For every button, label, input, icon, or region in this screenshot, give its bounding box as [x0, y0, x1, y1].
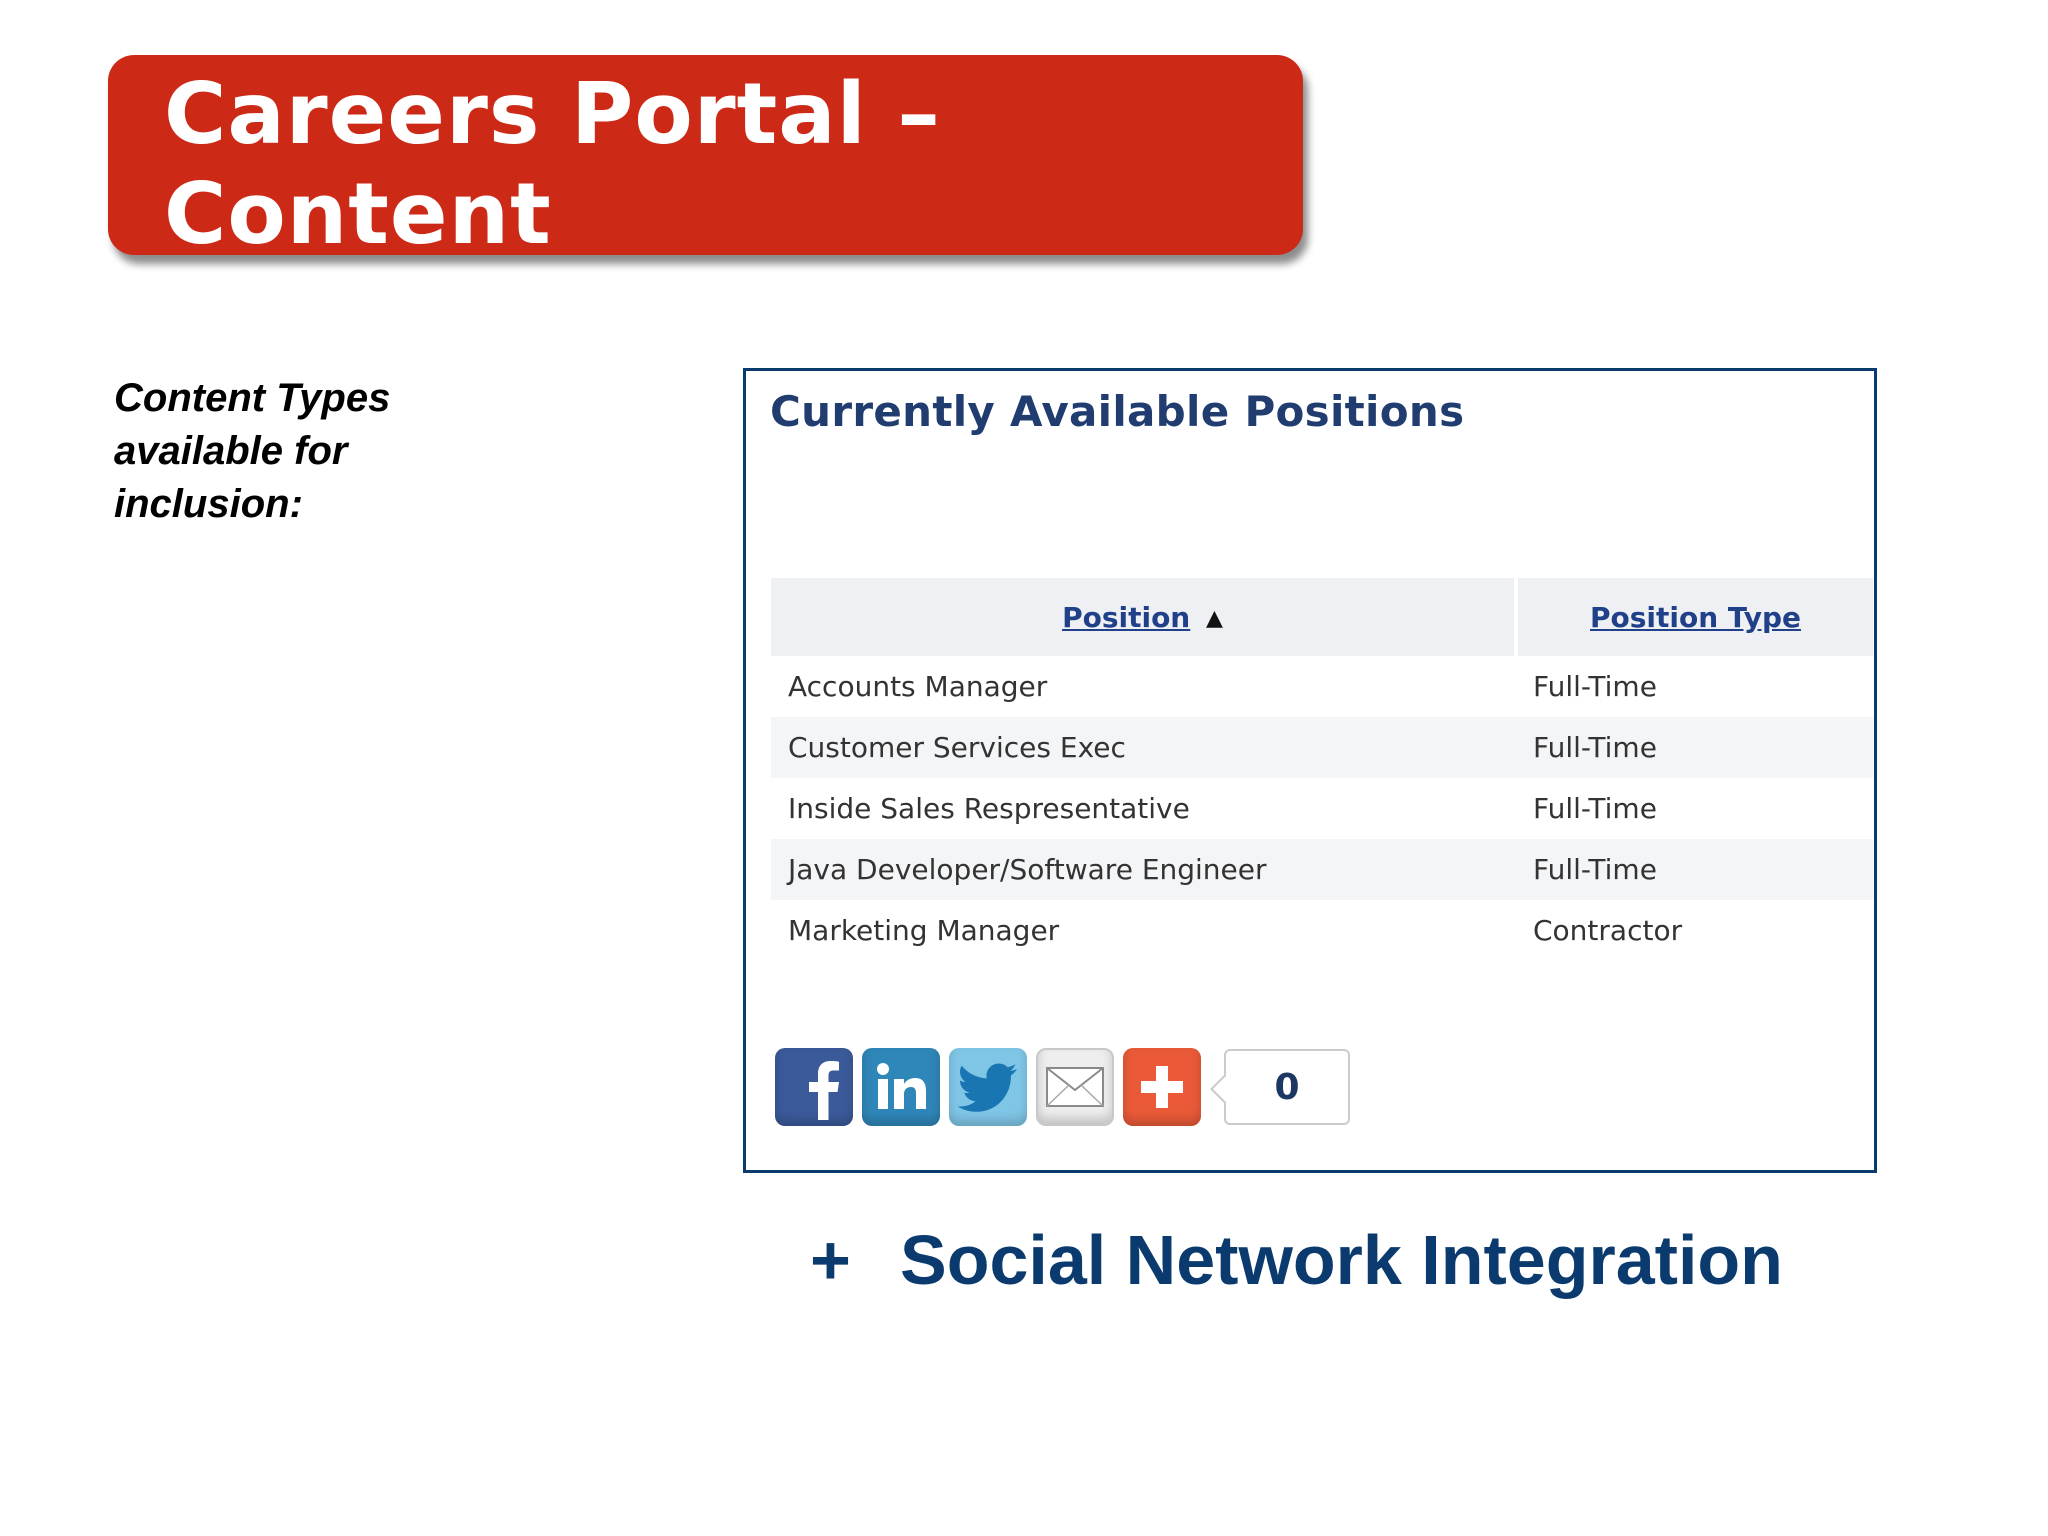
title-banner: [108, 55, 1303, 364]
position-type-cell: Full-Time: [1516, 717, 1873, 778]
table-row[interactable]: [771, 656, 1873, 717]
social-network-caption: [810, 1220, 1783, 1300]
position-cell: Inside Sales Respresentative: [788, 792, 1190, 825]
share-linkedin-button[interactable]: [862, 1048, 940, 1126]
position-type-cell: Full-Time: [1533, 670, 1657, 703]
position-type-cell: Full-Time: [1533, 792, 1657, 825]
twitter-icon: [957, 1062, 1019, 1112]
slide-title: Careers Portal – Content Areas: [164, 65, 941, 364]
share-more-button[interactable]: [1123, 1048, 1201, 1126]
sort-ascending-icon: ▲: [1206, 605, 1223, 631]
share-email-button[interactable]: [1036, 1048, 1114, 1126]
table-header-row: [771, 578, 1873, 656]
sort-by-position-link[interactable]: Position: [1062, 600, 1191, 634]
positions-table: [771, 578, 1873, 961]
table-row[interactable]: [771, 839, 1873, 900]
position-cell: Java Developer/Software Engineer: [771, 839, 1516, 900]
content-types-caption: Content Types available for inclusion:: [114, 376, 391, 526]
table-row[interactable]: [771, 900, 1873, 961]
column-header-position-type: [1516, 578, 1873, 656]
sort-by-position-type-link[interactable]: Position Type: [1590, 600, 1801, 634]
table-row[interactable]: [771, 717, 1873, 778]
position-cell: Accounts Manager: [788, 670, 1048, 703]
column-header-position: [771, 578, 1516, 656]
position-cell: Customer Services Exec: [771, 717, 1516, 778]
social-network-text: Social Network Integration: [900, 1221, 1783, 1299]
panel-title: Currently Available Positions: [770, 387, 1465, 436]
share-count-badge: 0: [1224, 1049, 1350, 1125]
email-icon: [1045, 1066, 1105, 1108]
position-cell: Marketing Manager: [788, 914, 1060, 947]
position-type-cell: Contractor: [1533, 914, 1683, 947]
position-type-cell: Full-Time: [1516, 839, 1873, 900]
share-twitter-button[interactable]: [949, 1048, 1027, 1126]
plus-icon: +: [810, 1221, 851, 1299]
share-bar: [775, 1047, 1350, 1127]
add-more-icon: [1137, 1062, 1187, 1112]
share-facebook-button[interactable]: [775, 1048, 853, 1126]
linkedin-icon: [873, 1059, 929, 1115]
table-row[interactable]: [771, 778, 1873, 839]
positions-panel: [743, 368, 1877, 1173]
facebook-icon: [784, 1054, 844, 1120]
